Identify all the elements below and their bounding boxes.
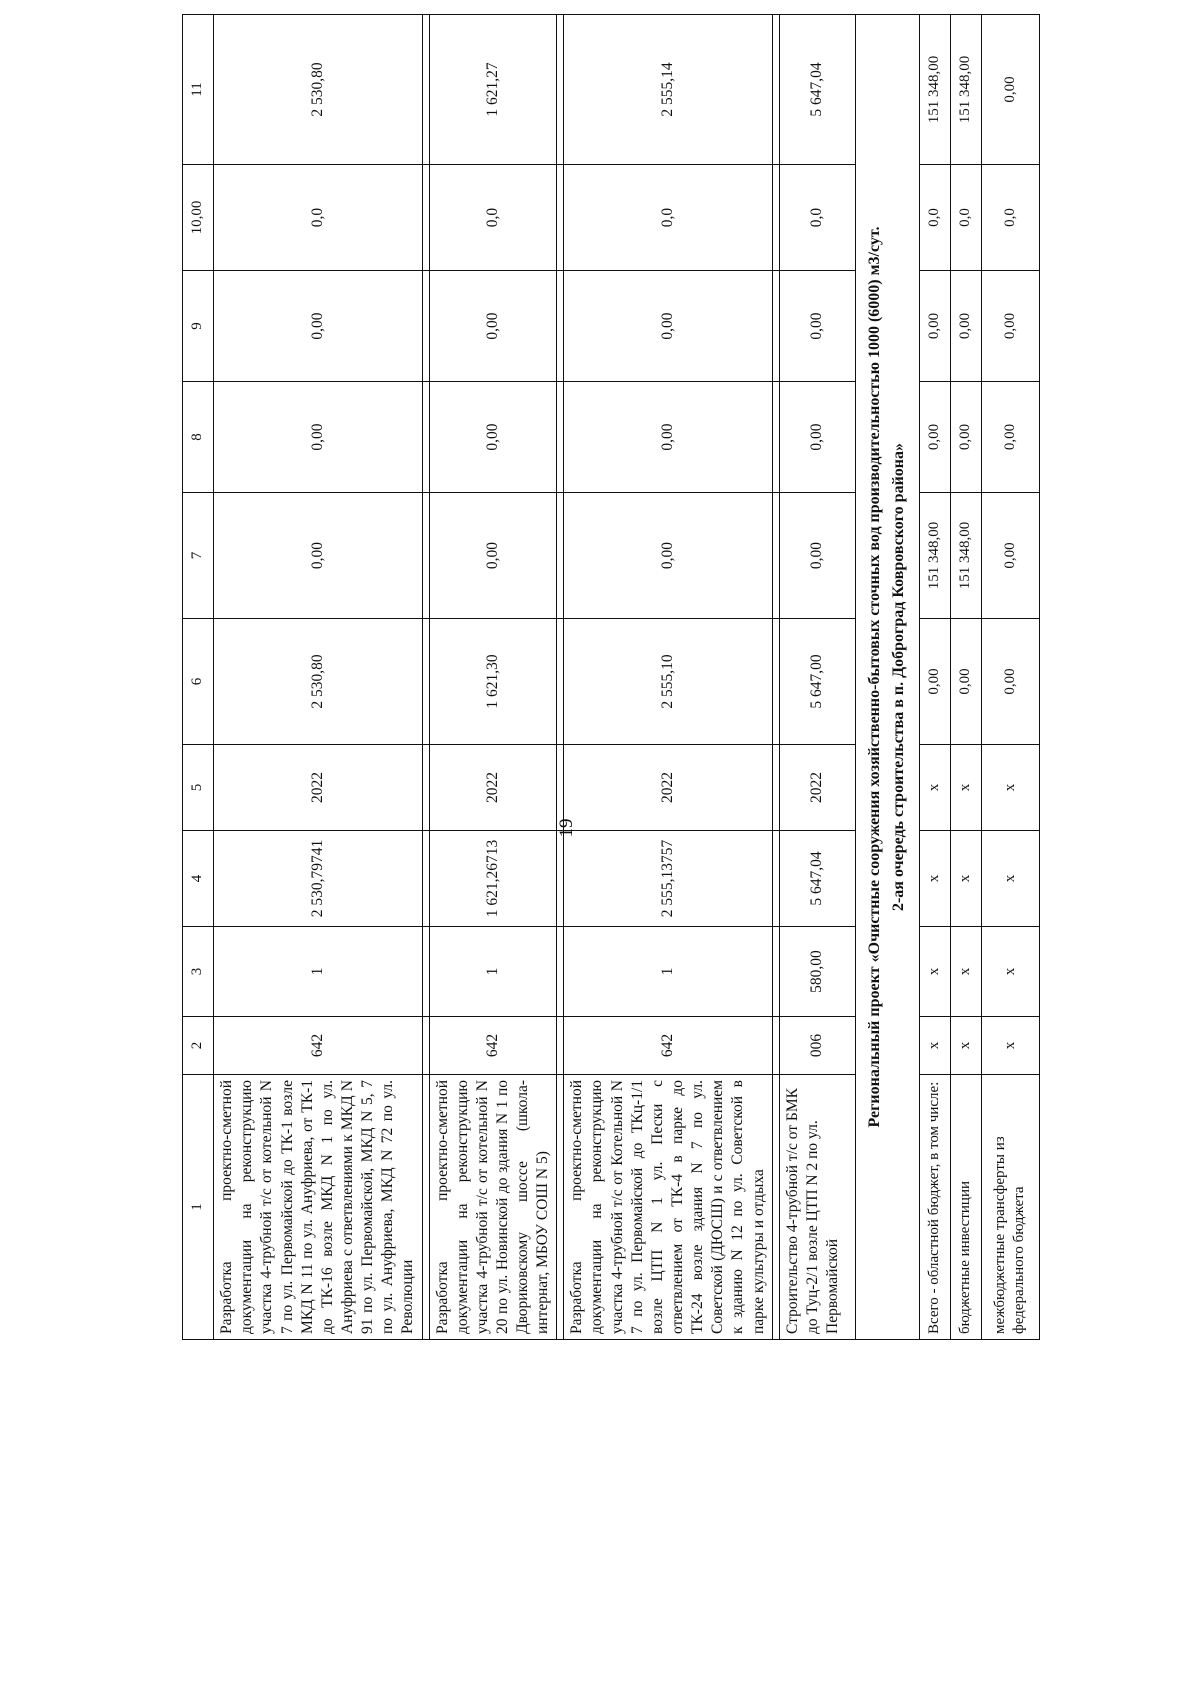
cell: 0,0 <box>950 165 981 271</box>
cell: 0,00 <box>950 382 981 493</box>
cell: х <box>981 927 1039 1017</box>
project-row <box>214 15 422 1340</box>
cell: 1 <box>429 927 557 1017</box>
cell: 0,00 <box>214 271 422 382</box>
cell: 0,00 <box>919 271 950 382</box>
header-cell: 4 <box>183 831 214 927</box>
cell: 0,00 <box>214 382 422 493</box>
cell: 1 621,30 <box>429 619 557 745</box>
project-name: Разработка проектно-сметной документации на реконструкцию участка 4-трубной т/с от Котельной N 7 по ул. Первомайской до ТКц-1/1 возле ЦТП N 1 ул. Пески с ответвлением от ТК-4 в парке до ТК-24 возле здания N 7 по ул. Советской (ДЮСШ) и с ответвлением к зданию N 12 по ул. Советской в парке культуры и отдыха <box>564 1075 772 1340</box>
cell: 0,00 <box>981 619 1039 745</box>
cell: 2022 <box>564 745 772 831</box>
cell: 1 621,27 <box>429 15 557 165</box>
cell: х <box>981 745 1039 831</box>
project-row <box>564 15 772 1340</box>
cell: 151 348,00 <box>950 15 981 165</box>
cell: 0,0 <box>564 165 772 271</box>
page-number: 19 <box>556 818 577 838</box>
cell: 2 530,79741 <box>214 831 422 927</box>
section-row <box>855 15 919 1340</box>
summary-label: межбюджетные трансферты из федерального бюджета <box>981 1075 1039 1340</box>
cell: 0,00 <box>950 271 981 382</box>
summary-row <box>919 15 950 1340</box>
summary-row <box>981 15 1039 1340</box>
header-row <box>183 15 214 1340</box>
spacer-row <box>557 15 564 1340</box>
cell: 1 621,26713 <box>429 831 557 927</box>
cell: 0,0 <box>779 165 855 271</box>
cell: 642 <box>564 1017 772 1075</box>
cell: 2022 <box>214 745 422 831</box>
cell: 0,00 <box>564 271 772 382</box>
project-name: Разработка проектно-сметной документации на реконструкцию участка 4-трубной т/с от котельной N 7 по ул. Первомайской до ТК-1 возле МКД N 11 по ул. Ануфриева, от ТК-1 до ТК-16 возле МКД N 1 по ул. Ануфриева с ответвлениями к МКД N 91 по ул. Первомайской, МКД N 5, 7 по ул. Ануфриева, МКД N 72 по ул. Революции <box>214 1075 422 1340</box>
cell: 2 555,10 <box>564 619 772 745</box>
cell: 0,00 <box>779 271 855 382</box>
cell: 0,0 <box>919 165 950 271</box>
project-name: Разработка проектно-сметной документации на реконструкцию участка 4-трубной т/с от котельной N 20 по ул. Новинской до здания N 1 по Двориковскому шоссе (школа-интернат, МБОУ СОШ N 5) <box>429 1075 557 1340</box>
cell: 2022 <box>779 745 855 831</box>
header-cell: 11 <box>183 15 214 165</box>
cell: 642 <box>214 1017 422 1075</box>
cell: х <box>950 831 981 927</box>
cell: 5 647,04 <box>779 15 855 165</box>
cell: х <box>919 927 950 1017</box>
cell: 2 530,80 <box>214 619 422 745</box>
header-cell: 9 <box>183 271 214 382</box>
cell: х <box>950 745 981 831</box>
cell: х <box>950 1017 981 1075</box>
cell: 0,00 <box>564 382 772 493</box>
rotated-table-frame <box>182 55 1040 1340</box>
cell: х <box>950 927 981 1017</box>
cell: 0,0 <box>429 165 557 271</box>
cell: 1 <box>214 927 422 1017</box>
cell: 0,00 <box>981 271 1039 382</box>
project-row <box>779 15 855 1340</box>
cell: 5 647,00 <box>779 619 855 745</box>
cell: 151 348,00 <box>919 493 950 619</box>
header-cell: 8 <box>183 382 214 493</box>
cell: х <box>919 745 950 831</box>
header-cell: 5 <box>183 745 214 831</box>
cell: 0,00 <box>981 382 1039 493</box>
header-cell: 6 <box>183 619 214 745</box>
cell: 0,00 <box>429 271 557 382</box>
cell: 0,00 <box>919 619 950 745</box>
project-row <box>429 15 557 1340</box>
spacer-row <box>772 15 779 1340</box>
cell: 0,00 <box>564 493 772 619</box>
summary-label: бюджетные инвестиции <box>950 1075 981 1340</box>
cell: 006 <box>779 1017 855 1075</box>
cell: 5 647,04 <box>779 831 855 927</box>
summary-row <box>950 15 981 1340</box>
cell: 0,00 <box>950 619 981 745</box>
cell: 2022 <box>429 745 557 831</box>
project-name: Строительство 4-трубной т/с от БМК до Туц-2/1 возле ЦТП N 2 по ул. Первомайской <box>779 1075 855 1340</box>
cell: х <box>919 831 950 927</box>
header-cell: 10,00 <box>183 165 214 271</box>
cell: 0,00 <box>779 493 855 619</box>
cell: 0,00 <box>919 382 950 493</box>
cell: 0,00 <box>429 382 557 493</box>
header-cell: 2 <box>183 1017 214 1075</box>
cell: 2 530,80 <box>214 15 422 165</box>
summary-label: Всего - областной бюджет, в том числе: <box>919 1075 950 1340</box>
cell: 2 555,14 <box>564 15 772 165</box>
cell: 580,00 <box>779 927 855 1017</box>
investment-table <box>182 14 1040 1340</box>
header-cell: 3 <box>183 927 214 1017</box>
cell: х <box>919 1017 950 1075</box>
section-title-line1: Региональный проект «Очистные сооружения хозяйственно-бытовых сточных вод производительностью 1000 (6000) м3/сут. <box>866 226 884 1128</box>
cell: 0,00 <box>429 493 557 619</box>
cell: 0,0 <box>981 165 1039 271</box>
cell: 0,00 <box>214 493 422 619</box>
cell: 0,0 <box>214 165 422 271</box>
cell: 2 555,13757 <box>564 831 772 927</box>
section-title <box>855 15 919 1340</box>
cell: 0,00 <box>981 15 1039 165</box>
section-title-line2: 2-ая очередь строительства в п. Доброград Ковровского района» <box>890 442 908 912</box>
cell: 151 348,00 <box>950 493 981 619</box>
header-cell: 7 <box>183 493 214 619</box>
cell: 1 <box>564 927 772 1017</box>
cell: 151 348,00 <box>919 15 950 165</box>
header-cell: 1 <box>183 1075 214 1340</box>
cell: 642 <box>429 1017 557 1075</box>
cell: 0,00 <box>981 493 1039 619</box>
spacer-row <box>422 15 429 1340</box>
cell: х <box>981 831 1039 927</box>
cell: х <box>981 1017 1039 1075</box>
cell: 0,00 <box>779 382 855 493</box>
